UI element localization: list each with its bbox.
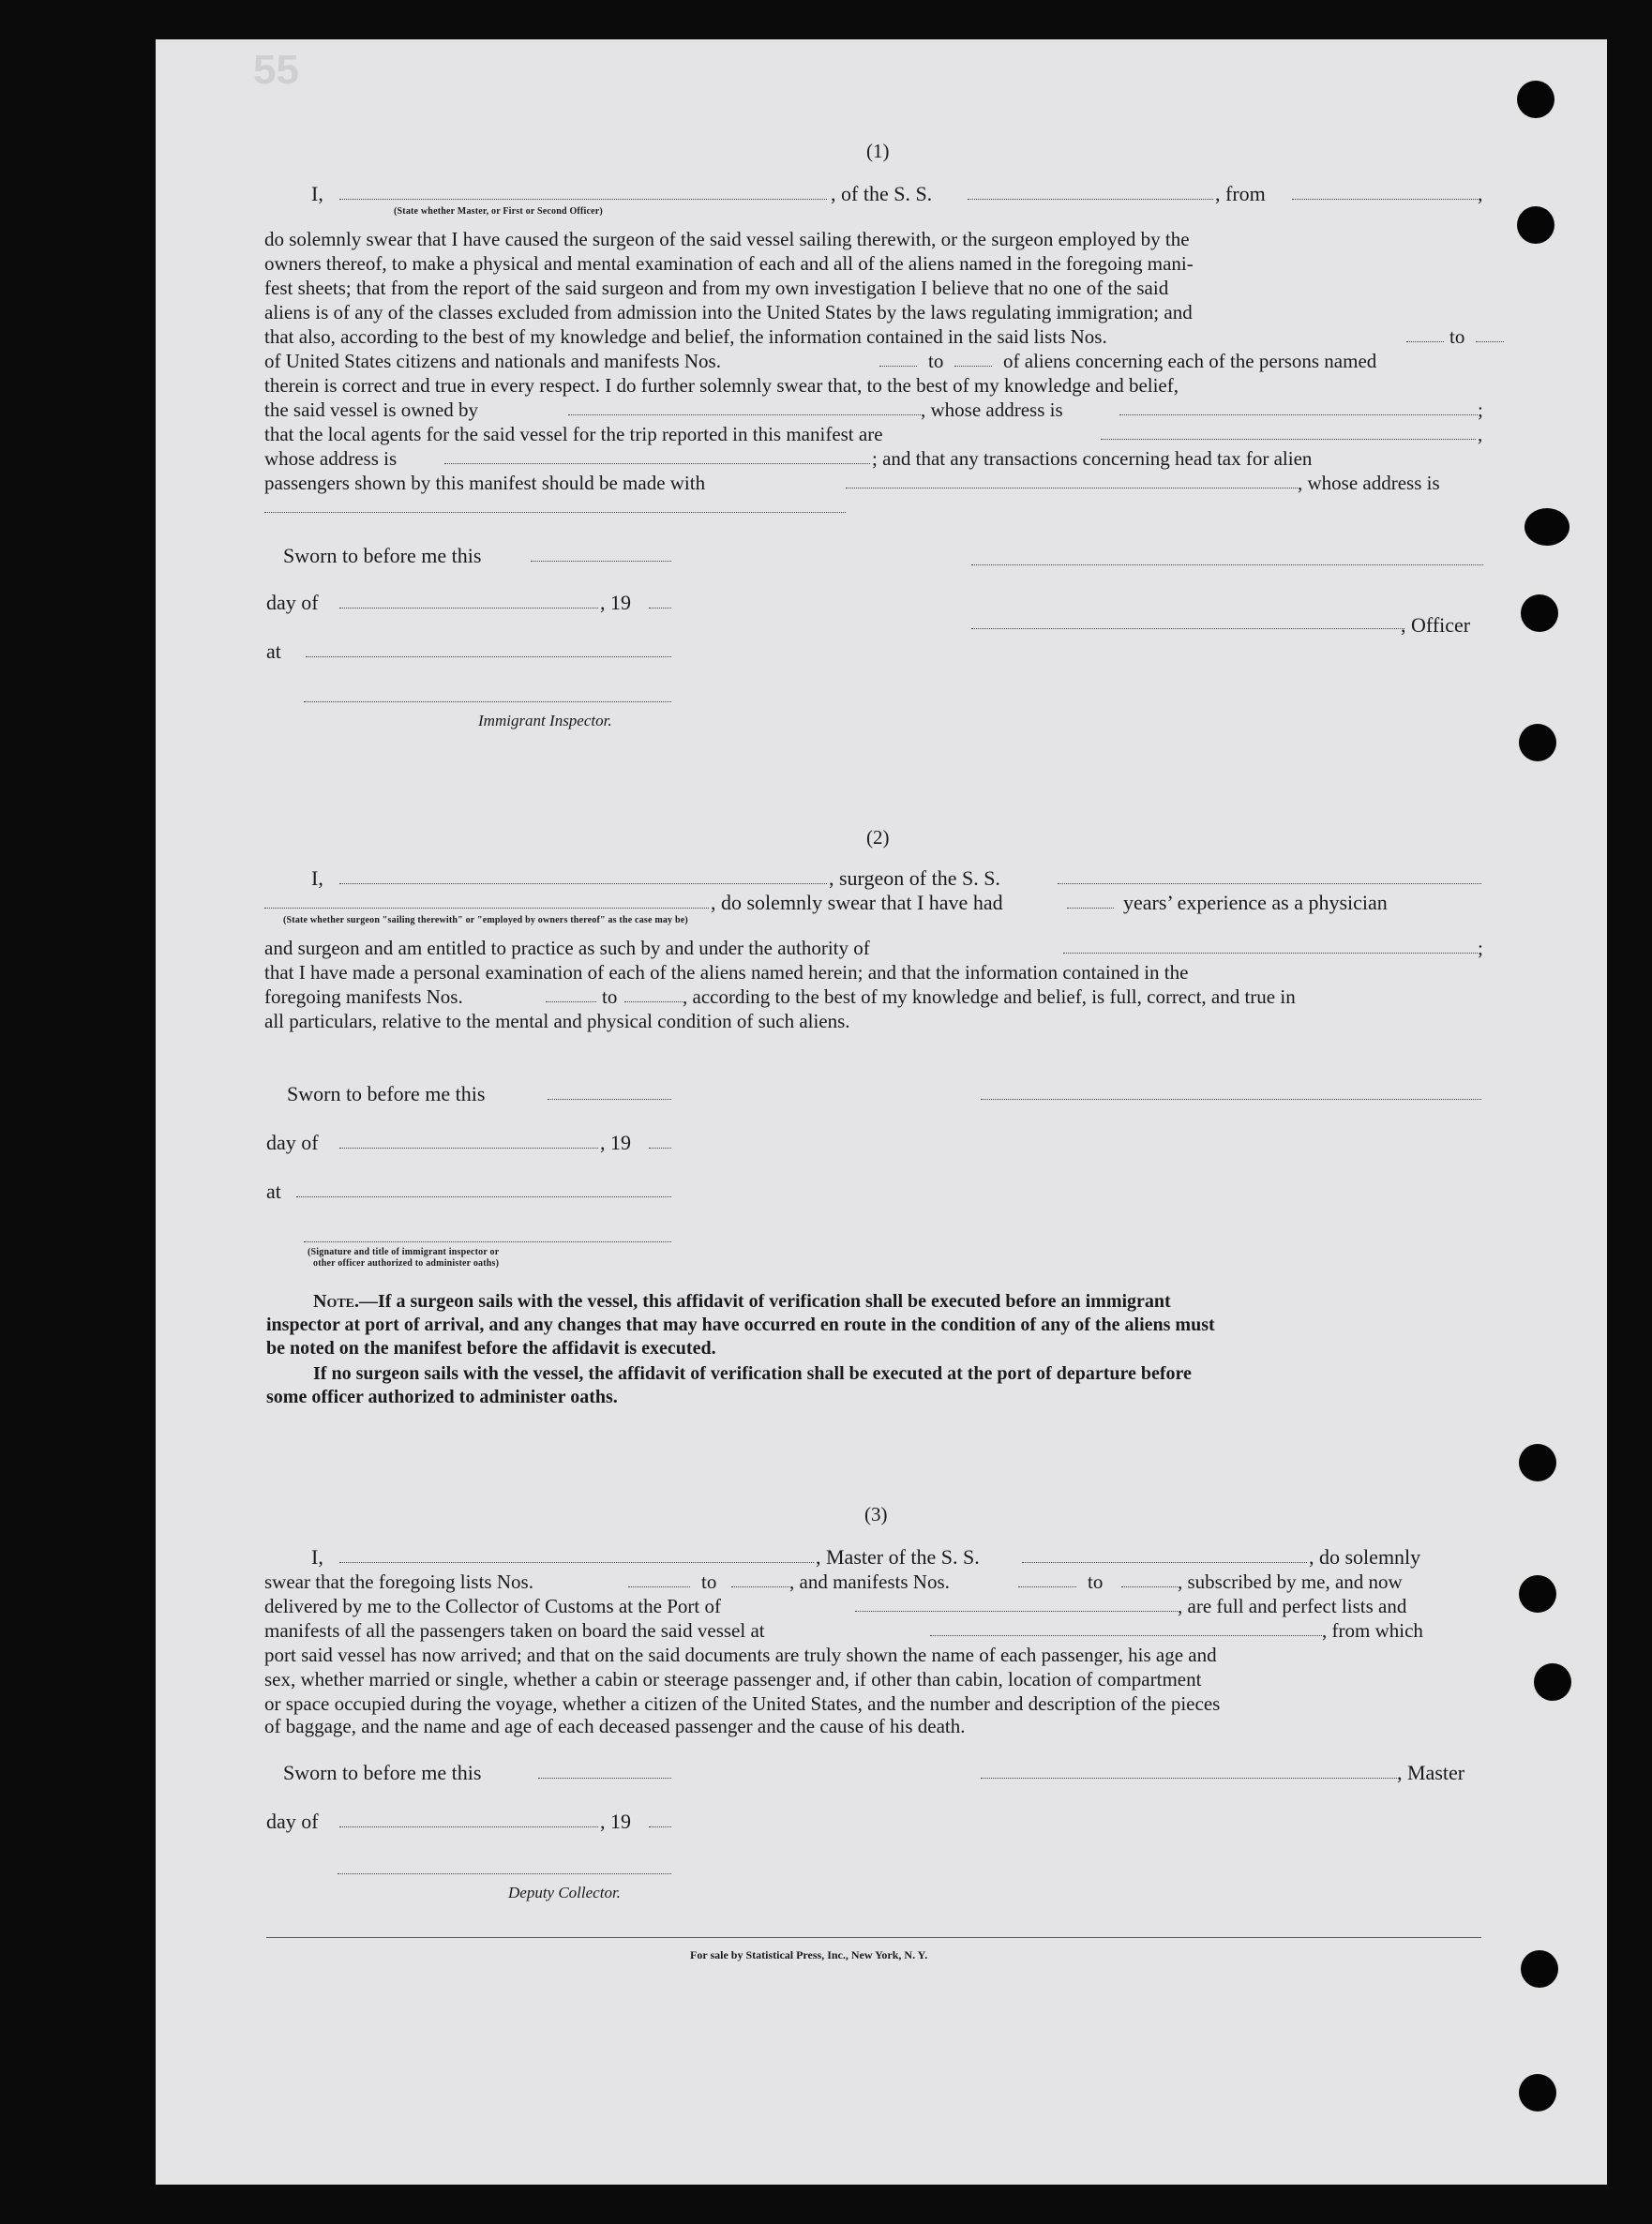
binder-hole <box>1521 1950 1558 1988</box>
s3-master-signature-line <box>981 1778 1397 1779</box>
s1-semicolon: ; <box>1478 398 1483 421</box>
s1-day-of: day of <box>266 591 319 614</box>
s2-manifest-from-blank <box>546 1001 596 1002</box>
s1-line-11a: passengers shown by this manifest should be made with <box>264 472 706 494</box>
s2-line-6: all particulars, relative to the mental and physical condition of such aliens. <box>264 1010 850 1032</box>
s3-line-5: port said vessel has now arrived; and that on the said documents are truly shown the name of each passenger, his age and <box>264 1644 1217 1666</box>
s3-lists-to-blank <box>731 1586 789 1587</box>
note-line-2: inspector at port of arrival, and any changes that may have occurred en route in the condition of any of the aliens must <box>266 1315 1215 1335</box>
s3-month-blank <box>339 1826 598 1827</box>
s1-line-9: that the local agents for the said vessel for the trip reported in this manifest are <box>264 423 883 445</box>
s2-sworn-day-blank <box>548 1099 671 1100</box>
s2-month-blank <box>339 1148 598 1149</box>
s1-officer-signature-line <box>971 564 1483 565</box>
binder-hole <box>1534 1663 1571 1701</box>
s1-at-blank <box>306 656 671 657</box>
s1-sworn: Sworn to before me this <box>283 544 482 567</box>
s1-line-6c: of aliens concerning each of the persons named <box>1003 350 1377 372</box>
s1-line-5b: to <box>1449 325 1465 348</box>
s2-line-4: that I have made a personal examination of each of the aliens named herein; and that the information contained in the <box>264 961 1189 984</box>
s1-line-7: therein is correct and true in every respect. I do further solemnly swear that, to the best of my knowledge and belief, <box>264 374 1179 397</box>
form-page <box>156 39 1607 2185</box>
s2-sig-caption-1: (Signature and title of immigrant inspector or <box>308 1247 500 1257</box>
s3-vessel-blank <box>1022 1562 1307 1563</box>
binder-hole <box>1517 206 1554 244</box>
s3-line-2d: to <box>1088 1570 1104 1593</box>
note-text-1: —If a surgeon sails with the vessel, this affidavit of verification shall be executed before an immigrant <box>359 1291 1171 1312</box>
s1-from: , from <box>1215 182 1266 205</box>
s2-years-blank <box>1067 908 1114 909</box>
s1-line-10a: whose address is <box>264 447 398 470</box>
s3-line-8: of baggage, and the name and age of each deceased passenger and the cause of his death. <box>264 1715 966 1737</box>
s1-year: , 19 <box>600 591 631 614</box>
s1-line-1: do solemnly swear that I have caused the surgeon of the said vessel sailing therewith, or the surgeon employed by the <box>264 228 1190 250</box>
footer-rule <box>266 1937 1481 1938</box>
s3-sworn-day-blank <box>538 1778 671 1779</box>
s3-deputy-line <box>338 1873 671 1874</box>
s1-inspector: Immigrant Inspector. <box>478 712 612 729</box>
s3-year-blank <box>649 1826 671 1827</box>
note-line-4: If no surgeon sails with the vessel, the affidavit of verification shall be executed at the port of departure before <box>313 1363 1192 1384</box>
s1-month-blank <box>339 608 598 609</box>
s1-line-8b: , whose address is <box>921 398 1063 421</box>
s1-comma: , <box>1478 182 1483 205</box>
s3-year: , 19 <box>600 1810 631 1833</box>
s3-day-of: day of <box>266 1810 319 1833</box>
s1-owner-address-blank <box>1119 414 1478 415</box>
s2-i: I, <box>311 866 323 890</box>
s2-line-5c: , according to the best of my knowledge and belief, is full, correct, and true in <box>683 985 1296 1008</box>
s2-line-3: and surgeon and am entitled to practice as such by and under the authority of <box>264 937 870 959</box>
section-2-number: (2) <box>866 826 890 849</box>
s2-sig-caption-2: other officer authorized to administer oaths) <box>313 1258 500 1269</box>
s2-surgeon-blank <box>339 883 827 884</box>
s2-year: , 19 <box>600 1131 631 1154</box>
s1-line-5a: that also, according to the best of my knowledge and belief, the information contained in the said lists Nos. <box>264 325 1107 348</box>
s1-lists-from-blank <box>1406 341 1444 342</box>
s3-line-6: sex, whether married or single, whether a cabin or steerage passenger and, if other than cabin, location of compartment <box>264 1668 1202 1691</box>
s3-deputy: Deputy Collector. <box>508 1884 621 1901</box>
s1-officer-name-line <box>971 628 1404 629</box>
s2-semicolon: ; <box>1478 937 1483 959</box>
s2-authority-blank <box>1063 953 1478 954</box>
s1-line-3: fest sheets; that from the report of the said surgeon and from my own investigation I believe that no one of the said <box>264 277 1169 299</box>
note-line-1 <box>313 1290 1171 1314</box>
binder-hole <box>1519 1575 1556 1613</box>
footer-printer: For sale by Statistical Press, Inc., New York, N. Y. <box>690 1948 928 1961</box>
binder-hole <box>1524 508 1569 546</box>
s3-line-4b: , from which <box>1322 1619 1423 1642</box>
s1-line-11b: , whose address is <box>1298 472 1440 494</box>
s1-lists-to-blank <box>1476 341 1504 342</box>
s3-line-2b: to <box>701 1570 717 1593</box>
s3-i: I, <box>311 1545 323 1569</box>
s1-owner-blank <box>568 414 921 415</box>
s1-sworn-day-blank <box>531 561 671 562</box>
s3-sworn: Sworn to before me this <box>283 1761 482 1784</box>
s1-at: at <box>266 639 281 663</box>
section-3-number: (3) <box>864 1503 888 1525</box>
s1-agent-address-blank <box>444 463 870 464</box>
s3-line-2c: , and manifests Nos. <box>789 1570 950 1593</box>
s1-line-6b: to <box>928 350 944 372</box>
s2-surgeon-signature-line <box>981 1099 1481 1100</box>
s2-signature-line <box>304 1241 671 1242</box>
binder-hole <box>1519 2074 1556 2111</box>
s3-port-blank <box>855 1611 1178 1612</box>
s1-line-8a: the said vessel is owned by <box>264 398 479 421</box>
binder-hole <box>1519 1444 1556 1481</box>
s3-line-3b: , are full and perfect lists and <box>1178 1595 1407 1617</box>
s3-manifest-to-blank <box>1121 1586 1178 1587</box>
s2-at: at <box>266 1180 281 1203</box>
s3-solemnly: , do solemnly <box>1309 1545 1421 1569</box>
s3-line-4a: manifests of all the passengers taken on board the said vessel at <box>264 1619 765 1642</box>
binder-hole <box>1521 594 1558 632</box>
s2-line-5a: foregoing manifests Nos. <box>264 985 463 1008</box>
s2-vessel-blank <box>1058 883 1481 884</box>
s3-line-2e: , subscribed by me, and now <box>1178 1570 1403 1593</box>
s2-manifest-to-blank <box>624 1001 683 1002</box>
s2-caption: (State whether surgeon "sailing therewith" or "employed by owners thereof" as the case may be) <box>283 915 688 925</box>
s1-vessel-blank <box>968 199 1213 200</box>
s1-inspector-line <box>304 701 671 702</box>
s1-line-10b: ; and that any transactions concerning head tax for alien <box>872 447 1313 470</box>
s1-officer-blank <box>339 199 827 200</box>
s1-manifest-from-blank <box>879 366 917 367</box>
s3-taken-at-blank <box>930 1635 1322 1636</box>
s2-do-swear: , do solemnly swear that I have had <box>711 891 1003 914</box>
faint-page-number: 55 <box>253 47 299 93</box>
s2-surgeon-of: , surgeon of the S. S. <box>829 866 1000 890</box>
s3-lists-from-blank <box>628 1586 690 1587</box>
note-line-3: be noted on the manifest before the affidavit is executed. <box>266 1338 716 1359</box>
note-line-5: some officer authorized to administer oaths. <box>266 1387 618 1407</box>
s1-officer: , Officer <box>1401 613 1471 637</box>
s3-master-of: , Master of the S. S. <box>816 1545 980 1569</box>
note-label: Note. <box>313 1291 360 1312</box>
s3-line-3a: delivered by me to the Collector of Customs at the Port of <box>264 1595 721 1617</box>
s2-at-blank <box>296 1196 671 1197</box>
s2-year-blank <box>649 1148 671 1149</box>
s1-headtax-address-blank <box>264 512 846 513</box>
s3-manifest-from-blank <box>1018 1586 1076 1587</box>
s3-line-7: or space occupied during the voyage, whether a citizen of the United States, and the number and description of the pieces <box>264 1692 1221 1715</box>
s2-line-5b: to <box>602 985 618 1008</box>
s1-comma-2: , <box>1478 423 1483 445</box>
s2-years: years’ experience as a physician <box>1123 891 1388 914</box>
binder-hole <box>1517 81 1554 118</box>
s2-sworn: Sworn to before me this <box>287 1082 486 1105</box>
s1-line-4: aliens is of any of the classes excluded from admission into the United States by the laws regulating immigration; and <box>264 301 1193 323</box>
s1-from-blank <box>1292 199 1478 200</box>
s3-master-blank <box>339 1562 814 1563</box>
s1-line-2: owners thereof, to make a physical and mental examination of each and all of the aliens named in the foregoing mani- <box>264 252 1194 275</box>
s1-manifest-to-blank <box>954 366 992 367</box>
s1-master-caption: (State whether Master, or First or Second Officer) <box>394 206 603 217</box>
s3-line-2a: swear that the foregoing lists Nos. <box>264 1570 533 1593</box>
s1-of-ss: , of the S. S. <box>831 182 933 205</box>
binder-hole <box>1519 724 1556 761</box>
section-1-number: (1) <box>866 140 890 162</box>
s3-master: , Master <box>1397 1761 1465 1784</box>
s1-i: I, <box>311 182 323 205</box>
s2-status-blank <box>264 908 709 909</box>
s1-agents-blank <box>1101 439 1476 440</box>
s1-year-blank <box>649 608 671 609</box>
s1-line-6a: of United States citizens and nationals and manifests Nos. <box>264 350 721 372</box>
s2-day-of: day of <box>266 1131 319 1154</box>
